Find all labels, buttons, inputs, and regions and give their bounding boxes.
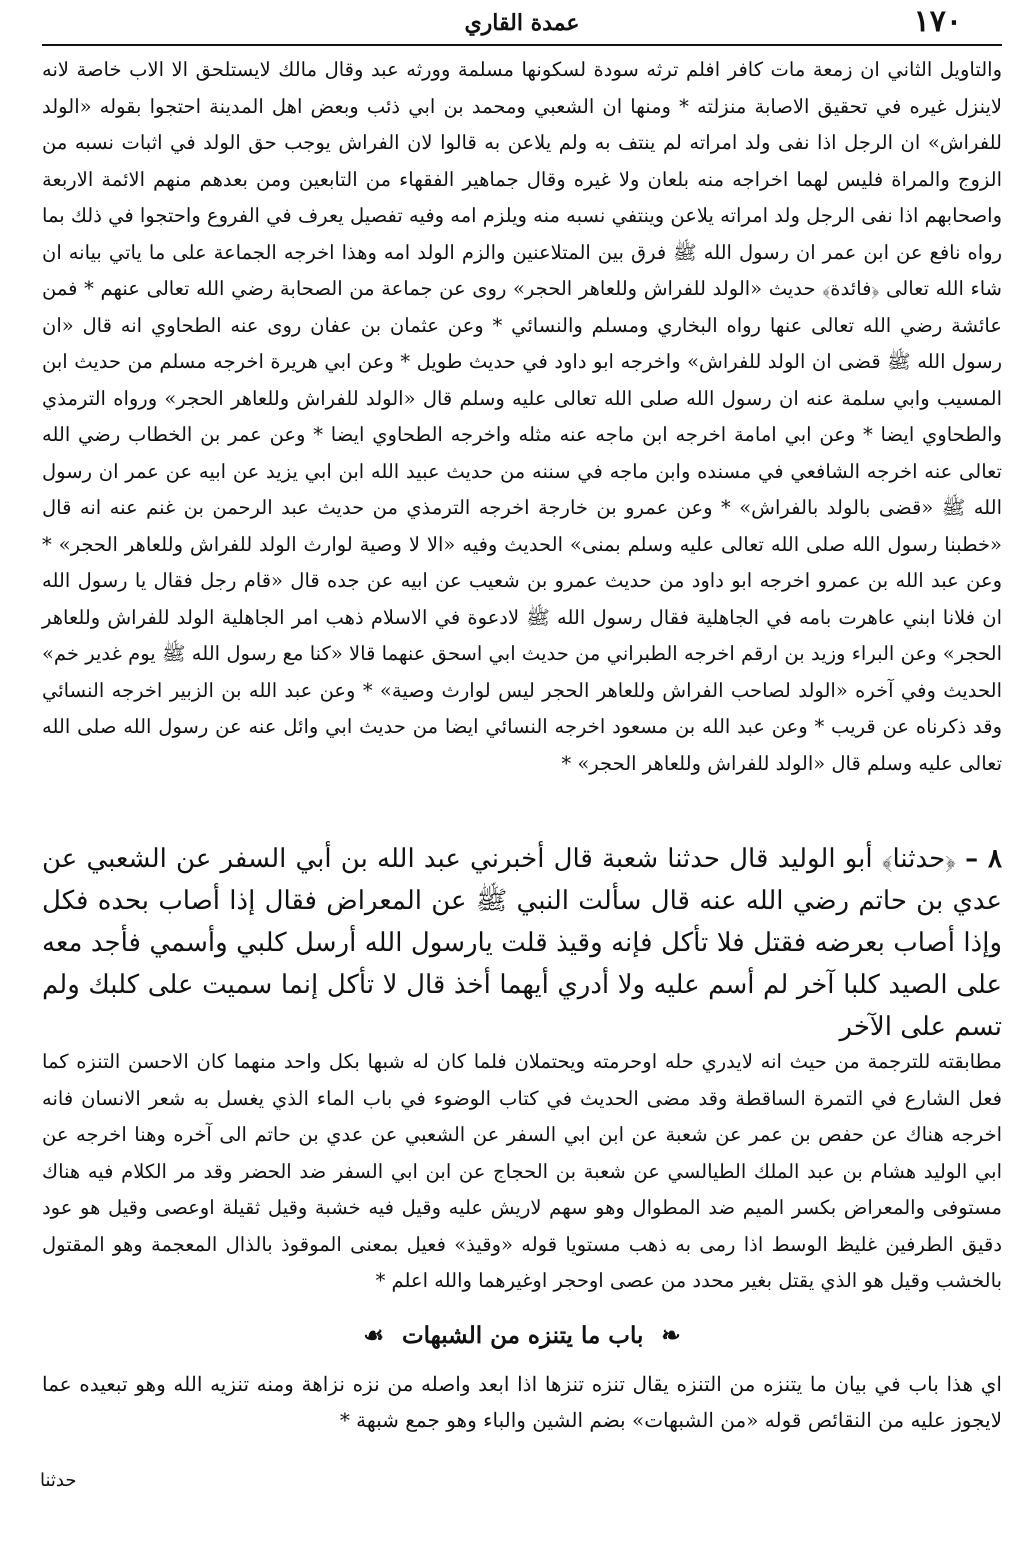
ornament-right-icon: ❧ (661, 1322, 681, 1349)
book-page (42, 0, 1002, 1562)
commentary-middle: مطابقته للترجمة من حيث انه لايدري حله اوحرمته ويحتملان فلما كان له شبها بكل واحد منهما كان الاحسن التنزه كما فعل الشارع في التمرة الساقطة وقد مضى الحديث في كتاب الوضوء في باب الماء الذي يغسل به شعر الانسان فانه اخرجه هناك عن حفص بن عمر عن شعبة عن ابن ابي السفر عن الشعبي عن عدي بن حاتم الى آخره وهنا اخرجه عن ابي الوليد هشام بن عبد الملك الطيالسي عن شعبة بن الحجاج عن ابن ابي السفر ضد الحضر وقد مر الكلام فيه هناك مستوفى والمعراض بكسر الميم ضد المطوال وهو سهم لاريش عليه وقيل فيه خشبة وقيل ثقيلة اوعصى وقيل هو عود دقيق الطرفين غليظ الوسط اذا رمى به ذهب مستويا قوله «وقيذ» فعيل بمعنى الموقوذ بالذال المعجمة وهو المقتول بالخشب وقيل هو الذي يقتل بغير محدد من عصى اوحجر اوغيرهما والله اعلم * (42, 1050, 1002, 1292)
hadith-block (42, 838, 1002, 1048)
hadith-text: ﴿حدثنا﴾ أبو الوليد قال حدثنا شعبة قال أخبرني عبد الله بن أبي السفر عن الشعبي عن عدي بن حاتم رضي الله عنه قال سألت النبي ﷺ عن المعراض فقال إذا أصاب بحده فكل وإذا أصاب بعرضه فقتل فلا تأكل فإنه وقيذ قلت يارسول الله أرسل كلبي وأسمي فأجد معه على الصيد كلبا آخر لم أسم عليه ولا أدري أيهما أخذ قال لا تأكل إنما سميت على كلبك ولم تسم على الآخر (42, 844, 1002, 1042)
chapter-title: باب ما يتنزه من الشبهات (401, 1322, 644, 1349)
chapter-heading (42, 1322, 1002, 1358)
running-title: عمدة القاري (464, 10, 580, 36)
page-number: ١٧٠ (913, 4, 962, 39)
commentary-top: والتاويل الثاني ان زمعة مات كافر افلم ترثه سودة لسكونها مسلمة وورثه عبد وقال مالك لايستلحق الا الاب خاصة لانه لاينزل غيره في تحقيق الاصابة منزلته * ومنها ان الشعبي ومحمد بن ابي ذئب وبعض اهل المدينة احتجوا بقوله «الولد للفراش» ان الرجل اذا نفى ولد امراته لم ينتف به ولم يلاعن به قالوا لان الفراش يوجب حق الولد في اثبات نسبه من الزوج والمراة فليس لهما اخراجه منه بلعان ولا غيره وقال جماهير الفقهاء من التابعين ومن بعدهم منهم الائمة الاربعة واصحابهم اذا نفى الرجل ولد امراته يلاعن وينتفي نسبه منه ويلزم امه وفيه تفصيل يعرف في الفروع واحتجوا في ذلك بما رواه نافع عن ابن عمر ان رسول الله ﷺ فرق بين المتلاعنين والزم الولد امه وهذا اخرجه الجماعة على ما ياتي بيانه ان شاء الله تعالى ﴿فائدة﴾ حديث «الولد للفراش وللعاهر الحجر» روى عن جماعة من الصحابة رضي الله تعالى عنهم * فمن عائشة رضي الله تعالى عنها رواه البخاري ومسلم والنسائي * وعن عثمان بن عفان روى عنه الطحاوي انه قال «ان رسول الله ﷺ قضى ان الولد للفراش» واخرجه ابو داود في حديث طويل * وعن ابي هريرة اخرجه مسلم من حديث ابن المسيب وابي سلمة عنه ان رسول الله صلى الله تعالى عليه وسلم قال «الولد للفراش وللعاهر الحجر» ورواه الترمذي والطحاوي ايضا * وعن ابي امامة اخرجه ابن ماجه عنه مثله واخرجه الطحاوي ايضا * وعن عمر بن الخطاب رضي الله تعالى عنه اخرجه الشافعي في مسنده وابن ماجه في سننه من حديث عبيد الله ابن ابي يزيد عن ابيه عن عمر ان رسول الله ﷺ «قضى بالولد بالفراش» * وعن عمرو بن خارجة اخرجه الترمذي من حديث عبد الرحمن بن غنم عنه انه قال «خطبنا رسول الله صلى الله تعالى عليه وسلم بمنى» الحديث وفيه «الا لا وصية لوارث الولد للفراش وللعاهر الحجر» * وعن عبد الله بن عمرو اخرجه ابو داود من حديث عمرو بن شعيب عن ابيه عن جده قال «قام رجل فقال يا رسول الله ان فلانا ابني عاهرت بامه في الجاهلية فقال رسول الله ﷺ لادعوة في الاسلام ذهب امر الجاهلية الولد للفراش وللعاهر الحجر» وعن البراء وزيد بن ارقم اخرجه الطبراني من حديث ابي اسحق عنهما قالا «كنا مع رسول الله ﷺ يوم غدير خم» الحديث وفي آخره «الولد لصاحب الفراش وللعاهر الحجر ليس لوارث وصية» * وعن عبد الله بن الزبير اخرجه النسائي وقد ذكرناه عن قريب * وعن عبد الله بن مسعود اخرجه النسائي ايضا من حديث ابي وائل عنه عن رسول الله صلى الله تعالى عليه وسلم قال «الولد للفراش وللعاهر الحجر» * (42, 58, 1002, 775)
page-header (42, 4, 1002, 46)
commentary-bottom: اي هذا باب في بيان ما يتنزه من التنزه يقال تنزه تنزها اذا ابعد واصله من نزه نزاهة ومنه تنزيه الله وهو تبعيده عما لايجوز عليه من النقائص قوله «من الشبهات» بضم الشين والباء وهو جمع شبهة * (42, 1372, 1002, 1432)
catchword: حدثنا (40, 1470, 77, 1491)
hadith-number: ٨ – (965, 844, 1002, 874)
ornament-left-icon: ☙ (363, 1322, 384, 1349)
